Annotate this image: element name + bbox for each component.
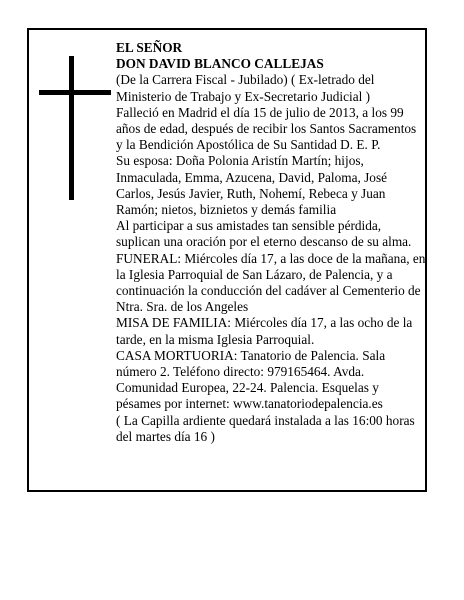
career-info: (De la Carrera Fiscal - Jubilado) ( Ex-letrado del Ministerio de Trabajo y Ex-Secretario Judicial ) xyxy=(116,72,375,104)
heading-title: EL SEÑOR xyxy=(116,40,183,55)
cross-icon xyxy=(39,56,111,200)
funeral-info: FUNERAL: Miércoles día 17, a las doce de la mañana, en la Iglesia Parroquial de San Lázaro, de Palencia, y a continuación la conducción del cadáver al Cementerio de Ntra. Sra. de los Angeles xyxy=(116,250,426,315)
funeral-home-info: CASA MORTUORIA: Tanatorio de Palencia. Sala número 2. Teléfono directo: 979165464. Avda. Comunidad Europea, 22-24. Palencia. Esquelas y pésames por internet: www.tanatoriodepalencia.es xyxy=(116,347,386,412)
prayer-request: Al participar a sus amistades tan sensible pérdida, suplican una oración por el eterno descanso de su alma. xyxy=(116,218,412,250)
obituary-notice xyxy=(27,28,427,492)
family-info: Su esposa: Doña Polonia Aristín Martín; hijos, Inmaculada, Emma, Azucena, David, Paloma, José Carlos, Jesús Javier, Ruth, Nohemí, Rebeca y Juan Ramón; nietos, biznietos y demás familia xyxy=(116,153,388,218)
obituary-text xyxy=(116,40,426,445)
death-info: Falleció en Madrid el día 15 de julio de 2013, a los 99 años de edad, después de recibir los Santos Sacramentos y la Bendición Apostólica de Su Santidad D. E. P. xyxy=(116,104,417,153)
family-mass-info: MISA DE FAMILIA: Miércoles día 17, a las ocho de la tarde, en la misma Iglesia Parroquial. xyxy=(116,315,413,347)
deceased-name: DON DAVID BLANCO CALLEJAS xyxy=(116,56,324,72)
chapel-info: ( La Capilla ardiente quedará instalada a las 16:00 horas del martes día 16 ) xyxy=(116,412,415,444)
